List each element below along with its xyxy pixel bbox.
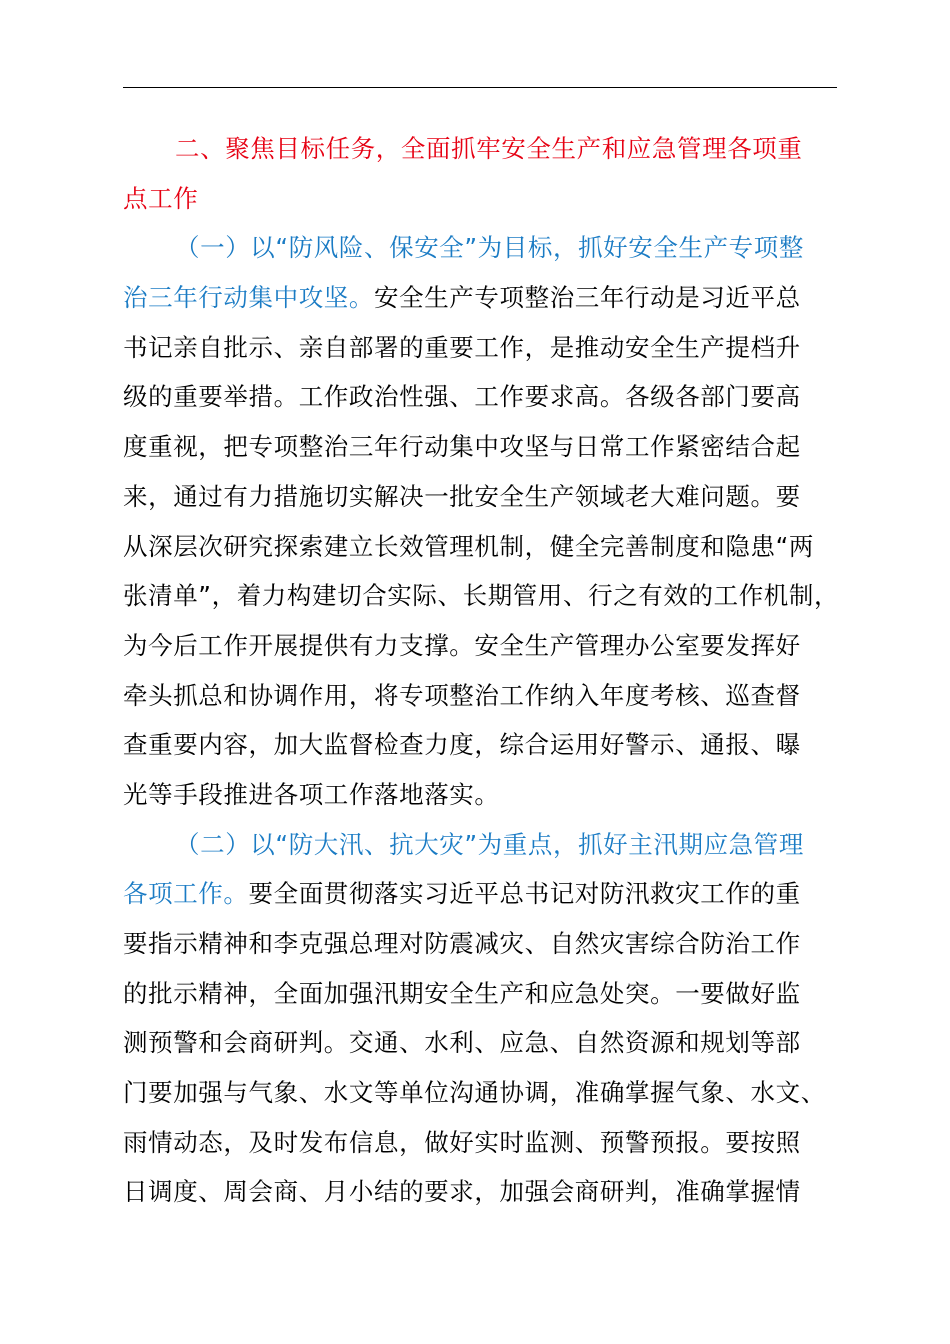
header-rule (123, 87, 837, 88)
paragraph-line: 雨情动态，及时发布信息，做好实时监测、预警预报。要按照 (123, 1127, 801, 1157)
paragraph-line: 为今后工作开展提供有力支撑。安全生产管理办公室要发挥好 (123, 630, 801, 660)
paragraph-line: 从深层次研究探索建立长效管理机制，健全完善制度和隐患“两 (123, 531, 814, 561)
paragraph-line: 测预警和会商研判。交通、水利、应急、自然资源和规划等部 (123, 1028, 801, 1058)
subsection-2-line-2 (123, 869, 863, 919)
paragraph-line: 来，通过有力措施切实解决一批安全生产领域老大难问题。要 (123, 481, 801, 511)
subsection-2-title-line-2: 各项工作。 (123, 879, 249, 909)
paragraph-line: 张清单”，着力构建切合实际、长期管用、行之有效的工作机制， (123, 581, 840, 611)
paragraph-text: 要全面贯彻落实习近平总书记对防汛救灾工作的重 (248, 879, 801, 909)
paragraph-line: 光等手段推进各项工作落地落实。 (123, 779, 500, 809)
section-heading-line-1: 二、聚焦目标任务，全面抓牢安全生产和应急管理各项重 (175, 134, 803, 163)
paragraph-line: 日调度、周会商、月小结的要求，加强会商研判，准确掌握情 (123, 1177, 801, 1207)
paragraph-line: 牵头抓总和协调作用，将专项整治工作纳入年度考核、巡查督 (123, 680, 801, 710)
paragraph-text: 安全生产专项整治三年行动是习近平总 (374, 283, 801, 313)
section-heading-line-2: 点工作 (123, 183, 199, 213)
subsection-1-title-line-2: 治三年行动集中攻坚。 (123, 283, 374, 313)
paragraph-line: 要指示精神和李克强总理对防震减灾、自然灾害综合防治工作 (123, 929, 801, 958)
paragraph-line: 的批示精神，全面加强汛期安全生产和应急处突。一要做好监 (123, 978, 801, 1008)
paragraph-line: 门要加强与气象、水文等单位沟通协调，准确掌握气象、水文、 (123, 1078, 826, 1108)
paragraph-line: 级的重要举措。工作政治性强、工作要求高。各级各部门要高 (123, 382, 801, 412)
document-body (123, 124, 863, 1217)
subsection-1-line-2 (123, 273, 863, 323)
paragraph-line: 书记亲自批示、亲自部署的重要工作，是推动安全生产提档升 (123, 332, 801, 362)
subsection-1-title-line-1: （一）以“防风险、保安全”为目标，抓好安全生产专项整 (175, 233, 804, 263)
subsection-2-title-line-1: （二）以“防大汛、抗大灾”为重点，抓好主汛期应急管理 (175, 829, 804, 859)
paragraph-line: 查重要内容，加大监督检查力度，综合运用好警示、通报、曝 (123, 730, 801, 760)
paragraph-line: 度重视，把专项整治三年行动集中攻坚与日常工作紧密结合起 (123, 432, 801, 462)
